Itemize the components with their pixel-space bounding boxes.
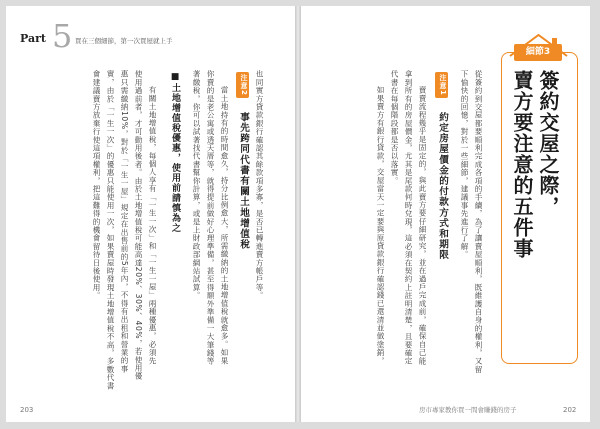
note1-badge: 注意1 [435,72,448,98]
intro-line: 從簽約到交屋都要順利完成各項的手續，為了讓賣屋順利，既維護自身的權利，又留 [474,70,483,374]
subsection-line: 使用過前者，才可動用後者。由於土地增值稅可能高達20%、30%、40%，若使用優 [134,70,143,381]
note2-line: 你賣的是老公寓或透天厝等，就得提前做好心理準備，甚至得額外準備一大筆錢等 [206,70,215,366]
section-title-line: 賣方要注意的五件事 [510,70,534,259]
page-number: 203 [20,406,34,414]
section-label: 細節3 [514,44,562,61]
intro-text: 也同實方貸款銀行確認其餘款項多寡，是否已轉進賣方帳戶等。 [255,70,264,300]
running-title: 房市專家教你買一間會賺錢的房子 [419,406,517,414]
note1-line: 如果賣方有銀行貸款，交屋當天一定要與原貸款銀行確認錢已還清並做塗銷， [376,86,385,365]
part-number: 5 [52,17,73,55]
left-page [6,6,295,422]
subsection-line: 實，由於「一生一次」的優惠只能使用一次，如果賣屋時發現土地增值稅不高，多數代書 [106,70,115,390]
note2-heading: 事先跨同代書有關土地增值稅 [238,112,249,250]
note2-line: 當土地持有的時間愈久，持分比例愈大，所需繳納的土地增值稅就愈多。如果 [220,86,229,365]
note2-line: 著繳稅，你可以試著找代書幫你計算，或是上財政部網站試算。 [192,70,201,300]
part-header [20,16,200,56]
right-page [301,6,590,422]
intro-line: 下愉快的回憶，對於一些細節，建議事先進行了解。 [460,70,469,259]
page-number: 202 [563,406,577,414]
note1-line: 賣賣流程幾乎是固定的，與此賣方要仔細研究，並在過戶完成前，確保自己能 [418,86,427,365]
subsection-heading: ■土地增值稅優惠，使用前請慎為之 [170,72,180,233]
note1-heading: 約定房屋價金的付款方式和期限 [437,112,448,261]
note1-line: 代書在每個階段都是否以落實。 [390,70,399,185]
part-label: Part [20,32,46,45]
subsection-line: 會建議賣方放棄行使這項權利，把這難得的機會留待日後使用。 [92,70,101,300]
part-title: 買在三個細節，第一次買屋就上手 [75,37,173,45]
subsection-line: 惠只需繳納10%，對於「一生一屋」規定在出售前的5年內，不得有出租和營業的事 [120,70,129,373]
section-title-line: 簽約交屋之際， [536,70,560,217]
subsection-line: 有關土地增值稅，每個人享有「一生一次」和「一生一屋」兩種優惠，必須先 [148,86,157,365]
note2-badge: 注意2 [236,72,249,98]
note1-line: 拿到所有的房屋價金，尤其是尾款何時兌現，這必須在契約上註明清楚，且要確定 [404,70,413,366]
